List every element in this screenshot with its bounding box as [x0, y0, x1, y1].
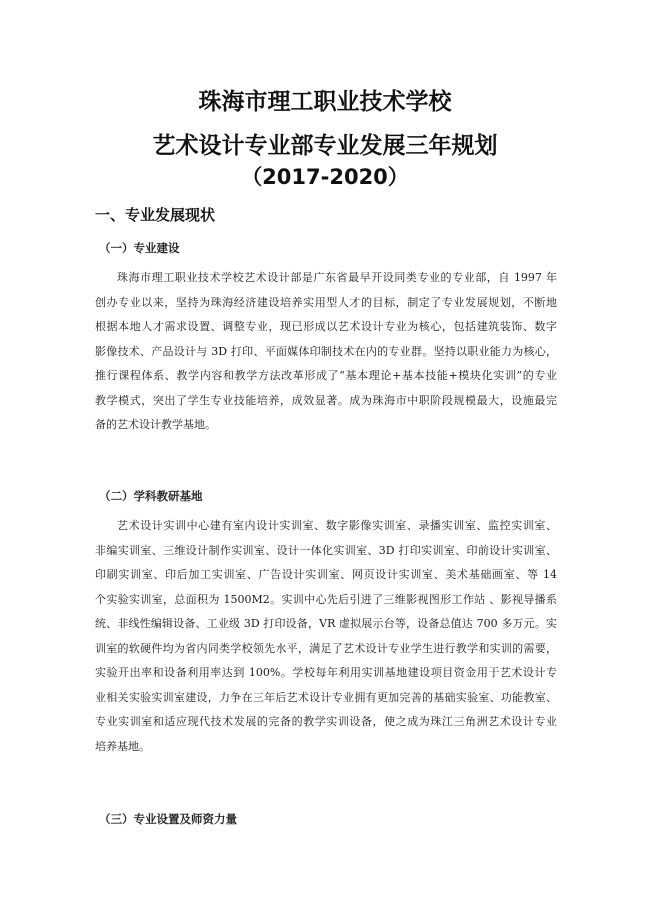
paragraph-line: 统、非线性编辑设备、工业级 3D 打印设备，VR 虚拟展示台等，设备总值达 700 多万元。实: [95, 617, 557, 630]
paragraph-line: 非编实训室、三维设计制作实训室、设计一体化实训室、3D 打印实训室、印前设计实训室、: [95, 543, 557, 557]
paragraph-line: 业相关实验实训室建设，力争在三年后艺术设计专业拥有更加完善的基础实验室、功能教室、: [95, 690, 557, 704]
paragraph-line: 影像技术、产品设计与 3D 打印、平面媒体印制技术在内的专业群。坚持以职业能力为核心，: [95, 344, 557, 358]
paragraph-professional-construction: [95, 266, 557, 438]
document-title-plan: 艺术设计专业部专业发展三年规划: [152, 133, 498, 159]
paragraph-line: 根据本地人才需求设置、调整专业，现已形成以艺术设计专业为核心，包括建筑装饰、数字: [95, 320, 557, 333]
paragraph-line: 专业实训室和适应现代技术发展的完备的教学实训设备，使之成为珠江三角洲艺术设计专业: [95, 715, 557, 728]
document-title-school: 珠海市理工职业技术学校: [198, 89, 452, 115]
paragraph-line: 训室的软硬件均为省内同类学校领先水平，满足了艺术设计专业学生进行教学和实训的需要，: [95, 641, 557, 655]
paragraph-line: 个实验实训室，总面积为 1500M2。实训中心先后引进了三维影视图形工作站 、影视导播系: [95, 592, 557, 606]
paragraph-line: 珠海市理工职业技术学校艺术设计部是广东省最早开设同类专业的专业部，自 1997 年: [117, 271, 557, 284]
paragraph-line: 推行课程体系、教学内容和教学方法改革形成了“基本理论+基本技能+模块化实训”的专业: [95, 369, 557, 382]
paragraph-line: 教学模式，突出了学生专业技能培养，成效显著。成为珠海市中职阶段规模最大，设施最完: [95, 393, 557, 407]
paragraph-line: 培养基地。: [95, 739, 150, 753]
document-title-years: （2017-2020）: [241, 165, 409, 189]
paragraph-line: 备的艺术设计教学基地。: [95, 418, 216, 431]
paragraph-teaching-research-base: [95, 514, 557, 759]
section-heading-current-status: 一、专业发展现状: [95, 206, 216, 224]
subsection-heading-teaching-research-base: （二）学科教研基地: [99, 489, 203, 503]
paragraph-line: 实验开出率和设备利用率达到 100%。学校每年利用实训基地建设项目资金用于艺术设计专: [95, 666, 557, 679]
subsection-heading-professional-construction: （一）专业建设: [99, 241, 180, 255]
subsection-heading-programs-and-faculty: （三）专业设置及师资力量: [99, 812, 237, 826]
paragraph-line: 印刷实训室、印后加工实训室、广告设计实训室、网页设计实训室、美术基础画室、等 14: [95, 568, 557, 581]
paragraph-line: 创办专业以来，坚持为珠海经济建设培养实用型人才的目标，制定了专业发展规划，不断地: [95, 295, 557, 309]
paragraph-line: 艺术设计实训中心建有室内设计实训室、数字影像实训室、录播实训室、监控实训室、: [117, 519, 557, 532]
